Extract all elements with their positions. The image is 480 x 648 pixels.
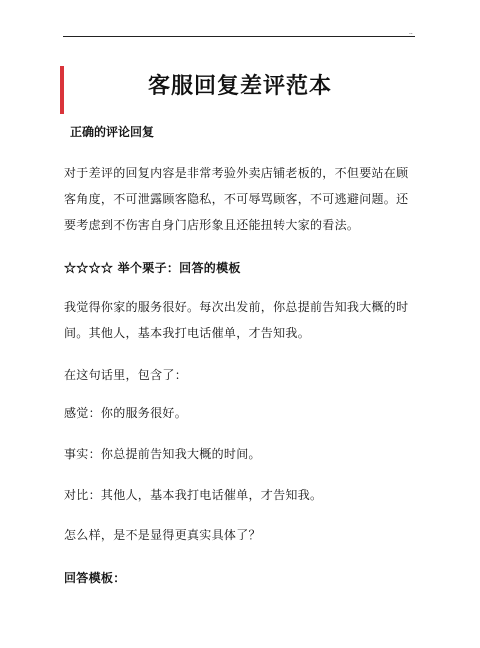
- feeling-line: 感觉：你的服务很好。: [64, 406, 188, 420]
- section-heading: 正确的评论回复: [70, 125, 155, 139]
- question-line: 怎么样，是不是显得更真实具体了？: [64, 528, 261, 542]
- header-mark: ..: [409, 29, 413, 36]
- contains-line: 在这句话里，包含了：: [64, 368, 188, 382]
- page-title: 客服回复差评范本: [147, 73, 332, 99]
- header-rule: [63, 36, 415, 37]
- reply-template-heading: 回答模板：: [64, 571, 126, 585]
- contrast-line: 对比：其他人，基本我打电话催单，才告知我。: [64, 488, 323, 502]
- example-paragraph: 我觉得你家的服务很好。每次出发前，你总提前告知我大概的时间。其他人，基本我打电话催单，才告知我。: [64, 300, 409, 340]
- intro-paragraph: 对于差评的回复内容是非常考验外卖店铺老板的，不但要站在顾客角度，不可泄露顾客隐私，不可辱骂顾客，不可逃避问题。还要考虑到不伤害自身门店形象且还能扭转大家的看法。: [64, 166, 409, 232]
- fact-line: 事实：你总提前告知我大概的时间。: [64, 447, 261, 461]
- example-heading: ☆☆☆☆ 举个栗子：回答的模板: [64, 261, 241, 275]
